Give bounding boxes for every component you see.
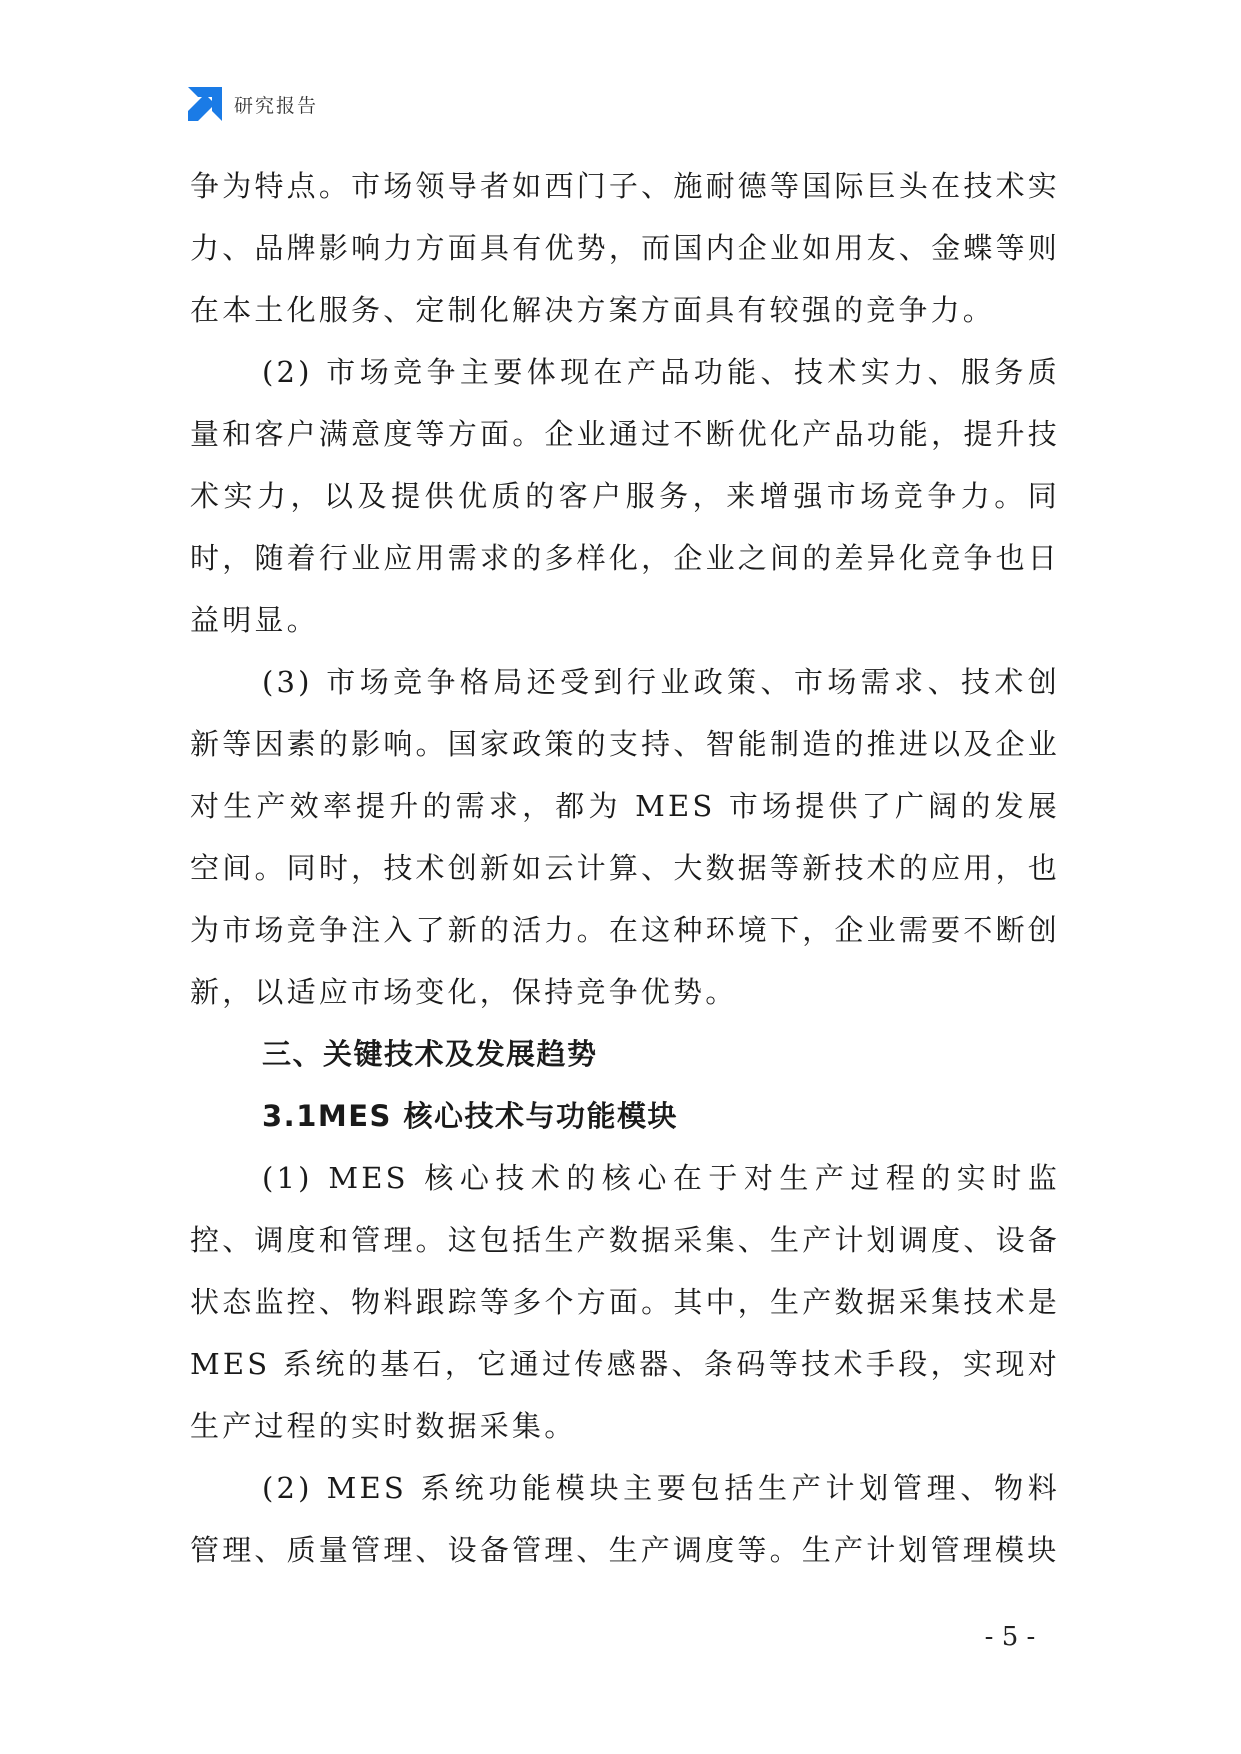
page-number: - 5 -: [984, 1622, 1036, 1652]
paragraph-core-tech-1: (1) MES 核心技术的核心在于对生产过程的实时监控、调度和管理。这包括生产数据采集、生产计划调度、设备状态监控、物料跟踪等多个方面。其中，生产数据采集技术是 MES 系统的基石，它通过传感器、条码等技术手段，实现对生产过程的实时数据采集。: [190, 1161, 1060, 1443]
arrow-up-right-icon: [188, 87, 222, 121]
subsection-heading: 3.1MES 核心技术与功能模块: [262, 1099, 679, 1133]
paragraph-modules-2: (2) MES 系统功能模块主要包括生产计划管理、物料管理、质量管理、设备管理、生产调度等。生产计划管理模块: [190, 1471, 1060, 1567]
page-header: [188, 86, 318, 122]
header-title: 研究报告: [234, 94, 319, 117]
document-body: [190, 155, 1060, 1581]
paragraph-market-competition-3: (3) 市场竞争格局还受到行业政策、市场需求、技术创新等因素的影响。国家政策的支持、智能制造的推进以及企业对生产效率提升的需求，都为 MES 市场提供了广阔的发展空间。同时，技术创新如云计算、大数据等新技术的应用，也为市场竞争注入了新的活力。在这种环境下，企业需要不断创新，以适应市场变化，保持竞争优势。: [190, 665, 1060, 1009]
paragraph-market-competition-2: (2) 市场竞争主要体现在产品功能、技术实力、服务质量和客户满意度等方面。企业通过不断优化产品功能，提升技术实力，以及提供优质的客户服务，来增强市场竞争力。同时，随着行业应用需求的多样化，企业之间的差异化竞争也日益明显。: [190, 355, 1060, 637]
section-heading: 三、关键技术及发展趋势: [262, 1037, 598, 1071]
paragraph-continued: 争为特点。市场领导者如西门子、施耐德等国际巨头在技术实力、品牌影响力方面具有优势，而国内企业如用友、金蝶等则在本土化服务、定制化解决方案方面具有较强的竞争力。: [190, 169, 1060, 327]
